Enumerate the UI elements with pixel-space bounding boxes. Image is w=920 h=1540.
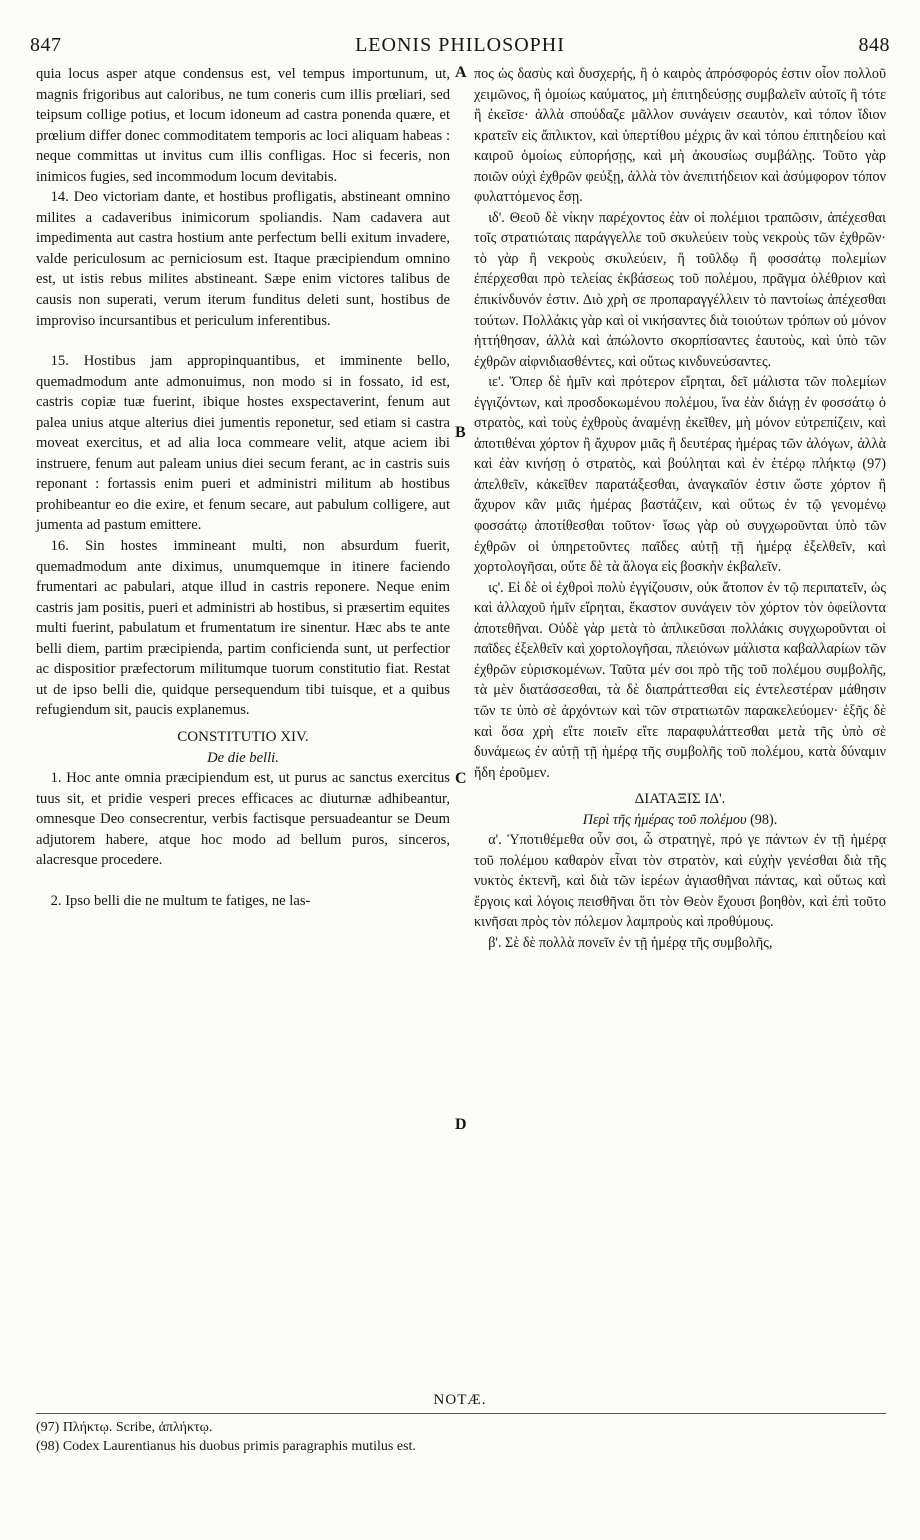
- latin-paragraph-16: 16. Sin hostes immineant multi, non absurdum fuerit, quemadmodum ante diximus, unumquemque in itinere faciendo frumentari ac pabulari, atque illud in castris reponere. Neque enim castris jam positis, pueri et administri ab hostibus, si præsertim equites multi fuerint, pabulatum et frumentatum ire sinentur. Hæc abs te ante belli diem, partim præcipienda, partim conficienda sunt, ut perfectior ac dispositior præfectorum militumque tuorum constitutio fiat. Restat ut de ipso belli die, quidque persequendum tibi tuisque, et a quibus refugiendum sit, paucis explanemus.: [36, 538, 450, 719]
- latin-paragraph-c2: 2. Ipso belli die ne multum te fatiges, ne las-: [50, 892, 311, 909]
- latin-constitution-subheading: De die belli.: [207, 749, 279, 766]
- latin-column: [36, 64, 450, 911]
- notes-section: [36, 1418, 886, 1456]
- greek-constitution-subheading: [474, 810, 886, 831]
- greek-paragraph-c1: α'. Ὑποτιθέμεθα οὖν σοι, ὦ στρατηγὲ, πρό γε πάντων ἐν τῇ ἡμέρᾳ τοῦ πολέμου καθαρὸν εἶναι τὸν στρατὸν, καὶ εὐχὴν γενέσθαι διὰ τῆς νυκτὸς ἐκτενῆ, καὶ διὰ τῶν ἱερέων ἁγιασθῆναι πάντας, καὶ οὕτως καὶ ἔργοις καὶ λόγοις πεισθῆναι ὅτι τὸν Θεὸν ἔχουσι βοηθὸν, καὶ ἐπὶ τοῦτο κινῆσαι πρὸς τὸν πόλεμον λαμπροὺς καὶ προθύμους.: [474, 832, 886, 931]
- note-97: (97) Πλήκτῳ. Scribe, ἀπλήκτῳ.: [36, 1420, 213, 1435]
- latin-paragraph-15: 15. Hostibus jam appropinquantibus, et imminente bello, quemadmodum ante admonuimus, non modo si in fossato, id est, castris copiæ tuæ fuerint, ibique hostes exspectaverint, fenum aut palea unius atque alterius diei jumentis reponetur, sed etiam si castra moveat exercitus, et ad alia loca commeare velit, atque aciem ibi instruere, fenum aut paleam unius diei secum ferant, ac in castris suis reponant : fortassis enim pueri et administri militum ab hostibus prohibeantur eo die exire, et fenum secare, aut pabulum colligere, aut jumenta ad pastum emittere.: [36, 353, 450, 534]
- latin-paragraph-c1: 1. Hoc ante omnia præcipiendum est, ut purus ac sanctus exercitus tuus sit, et pridie vesperi preces efficaces ac diuturnæ adhibeantur, omnesque Deo consecrentur, verbis factisque persuadeantur se Deum adjutorem habere, atque hoc modo ad bellum puros, sinceros, alacresque procedere.: [36, 770, 450, 869]
- greek-paragraph-15: ιε'. Ὅπερ δὲ ἡμῖν καὶ πρότερον εἴρηται, δεῖ μάλιστα τῶν πολεμίων ἐγγιζόντων, καὶ προσδοκωμένου πολέμου, ἵνα ἐὰν διάγῃ ἐν φοσσάτῳ ὁ στρατὸς, καὶ τοὺς ἐχθροὺς ἀναμένῃ ἐκεῖθεν, μὴ μόνον εὐτρεπίζειν, καὶ ἀποτιθέναι χόρτον ἢ ἄχυρον μιᾶς ἢ δευτέρας ἡμέρας τῶν ἀλόγων, ἀλλὰ καὶ ἐὰν κινήσῃ ὁ στρατὸς, καὶ βούληται καὶ ἐν ἑτέρῳ πλήκτῳ (97) ἀπελθεῖν, κἀκεῖθεν παρατάξεσθαι, ἀναγκαῖόν ἐστιν ὥστε χόρτον ἢ ἄχυρον κἂν μιᾶς ἡμέρας βαστάζειν, καὶ οὕτως ἐν τῷ γενομένῳ φοσσάτῳ ἀποτίθεσθαι τοῦτον· ἴσως γὰρ οὐ συγχωροῦνται ὑπὸ τῶν ἐχθρῶν οἱ ὑπηρετοῦντες παῖδες αὐτῇ τῇ ἡμέρᾳ ἐξελθεῖν, καὶ χορτολογῆσαι, οὔτε δὲ τὰ ἄλογα εἰς βοσκὴν ἐκβαλεῖν.: [474, 374, 886, 576]
- greek-paragraph-c2: β'. Σὲ δὲ πολλὰ πονεῖν ἐν τῇ ἡμέρᾳ τῆς συμβολῆς,: [488, 934, 773, 951]
- greek-subheading-note-ref: (98).: [750, 811, 778, 828]
- running-title: LEONIS PHILOSOPHI: [355, 34, 565, 56]
- greek-constitution-heading: ΔΙΑΤΑΞΙΣ ΙΔ'.: [634, 791, 726, 808]
- greek-subheading-text: Περὶ τῆς ἡμέρας τοῦ πολέμου: [582, 811, 747, 828]
- greek-paragraph-13-end: πος ὡς δασὺς καὶ δυσχερής, ἢ ὁ καιρὸς ἀπρόσφορός ἐστιν οἷον πολλοῦ χειμῶνος, ἢ ὁμοίως καύματος, μὴ ἐπιτηδεύσῃς συμβαλεῖν αὐτοῖς ἢ τότε ἢ ἐκεῖσε· ἀλλὰ σπούδαζε μᾶλλον συνάγειν σεαυτὸν, καὶ τόπον ἴδιον κρατεῖν εἰς ἄπλικτον, καὶ ὑπερτίθου μέχρις ἂν καὶ τόπου ἐπιτηδείου καὶ καιροῦ ὁμοίως εὐπορήσῃς, καὶ μὴ ἀκουσίως συμβάλῃς. Τοῦτο γὰρ ποιῶν οὐχὶ ἐχθρῶν φεύξῃ, ἀλλὰ τὸν ἀνεπιτήδειον καὶ ἀσύμφορον τόπον φυλαττόμενος ἔσῃ.: [474, 66, 886, 206]
- page-number-right: 848: [858, 34, 890, 56]
- latin-paragraph-13-end: quia locus asper atque condensus est, vel tempus importunum, ut, magnis frigoribus aut caloribus, ne tum coneris cum illis prœliari, sed teipsum collige potius, et locum idoneum ad castra ponenda quære, et prœlium differ donec commoditatem temporis ac loci aliquam habeas : neque committas ut invitus cum illis confligas. Hoc si feceris, non inimicos fugies, sed incommodum locum devitabis.: [36, 66, 450, 185]
- greek-paragraph-14: ιδ'. Θεοῦ δὲ νίκην παρέχοντος ἐὰν οἱ πολέμιοι τραπῶσιν, ἀπέχεσθαι τοῖς στρατιώταις παράγγελλε τοῦ σκυλεύειν τοὺς νεκροὺς τῶν ἐχθρῶν· τὸ γὰρ ἢ νεκροὺς σκυλεύειν, ἢ τοῦλδῳ ἢ φοσσάτῳ πολεμίων ἐπέρχεσθαι πρὸ τελείας ἐκβάσεως τοῦ πολέμου, πρᾶγμα ὀλέθριον καὶ ἐπικίνδυνόν ἐστιν. Διὸ χρὴ σε προπαραγγέλλειν τὸ παντοίως ἀπέχεσθαι τούτων. Πολλάκις γὰρ καὶ οἱ νικήσαντες διὰ τοιούτων τρόπων οὐ μόνον ἡττήθησαν, ἀλλὰ καὶ ἀπώλοντο σκορπίσαντες ἑαυτοὺς, καὶ ὑπὸ τῶν ἐχθρῶν αἰφνιδιασθέντες, καὶ οὕτως κινδυνεύσαντες.: [474, 209, 886, 370]
- margin-marker-c: C: [455, 770, 467, 787]
- latin-paragraph-14: 14. Deo victoriam dante, et hostibus profligatis, abstineant omnino milites a cadaveribus inimicorum spoliandis. Nam cadavera aut impedimenta aut castra hostium ante perfectum belli exitum invadere, valde periculosum ac perniciosum est. Itaque præcipiendum omnino est, ut istis rebus milites abstineant. Sæpe enim victores talibus de causis non superati, verum iterum funditus deleti sunt, hostibus de improviso incursantibus et periculum inferentibus.: [36, 189, 450, 329]
- greek-column: [474, 64, 886, 954]
- latin-constitution-heading: CONSTITUTIO XIV.: [177, 728, 309, 745]
- margin-marker-d: D: [455, 1116, 467, 1133]
- notes-title: NOTÆ.: [433, 1392, 487, 1408]
- notes-divider: [36, 1413, 886, 1414]
- note-98: (98) Codex Laurentianus his duobus primis paragraphis mutilus est.: [36, 1439, 416, 1454]
- margin-marker-a: A: [455, 64, 467, 81]
- page-number-left: 847: [30, 34, 62, 56]
- margin-marker-b: B: [455, 424, 466, 441]
- greek-paragraph-16: ις'. Εἰ δὲ οἱ ἐχθροὶ πολὺ ἐγγίζουσιν, οὐκ ἄτοπον ἐν τῷ περιπατεῖν, ὡς καὶ ἀλλαχοῦ ἡμῖν εἴρηται, ἕκαστον συνάγειν τὸν χόρτον τὸν ὀφείλοντα ἀποτεθῆναι. Οὐδὲ γὰρ μετὰ τὸ ἀπλικεῦσαι πολλάκις συγχωροῦνται οἱ παῖδες ἐξελθεῖν καὶ χορτολογῆσαι, πλειόνων μάλιστα καβαλλαρίων τῶν ἐχθρῶν εὑρισκομένων. Ταῦτα μέν σοι πρὸ τῆς τοῦ πολέμου συμβολῆς, τὰ μὲν διατάσσεσθαι, τὰ δὲ διαπράττεσθαι εἰς ἐντελεστέραν μάθησιν τῶν τε ὑπὸ σὲ ἀρχόντων καὶ τῶν στρατιωτῶν παρακελεύομεν· ἑξῆς δὲ καὶ ὅσα χρὴ εἴτε ποιεῖν εἴτε παραφυλάττεσθαι μετὰ τῆς ὑπὸ σὲ δυνάμεως ἐν αὐτῇ τῇ ἡμέρᾳ τῆς συμβολῆς τοῦ πολέμου, κατὰ δύναμιν ἤδη ἐροῦμεν.: [474, 579, 886, 781]
- running-header: [30, 34, 890, 58]
